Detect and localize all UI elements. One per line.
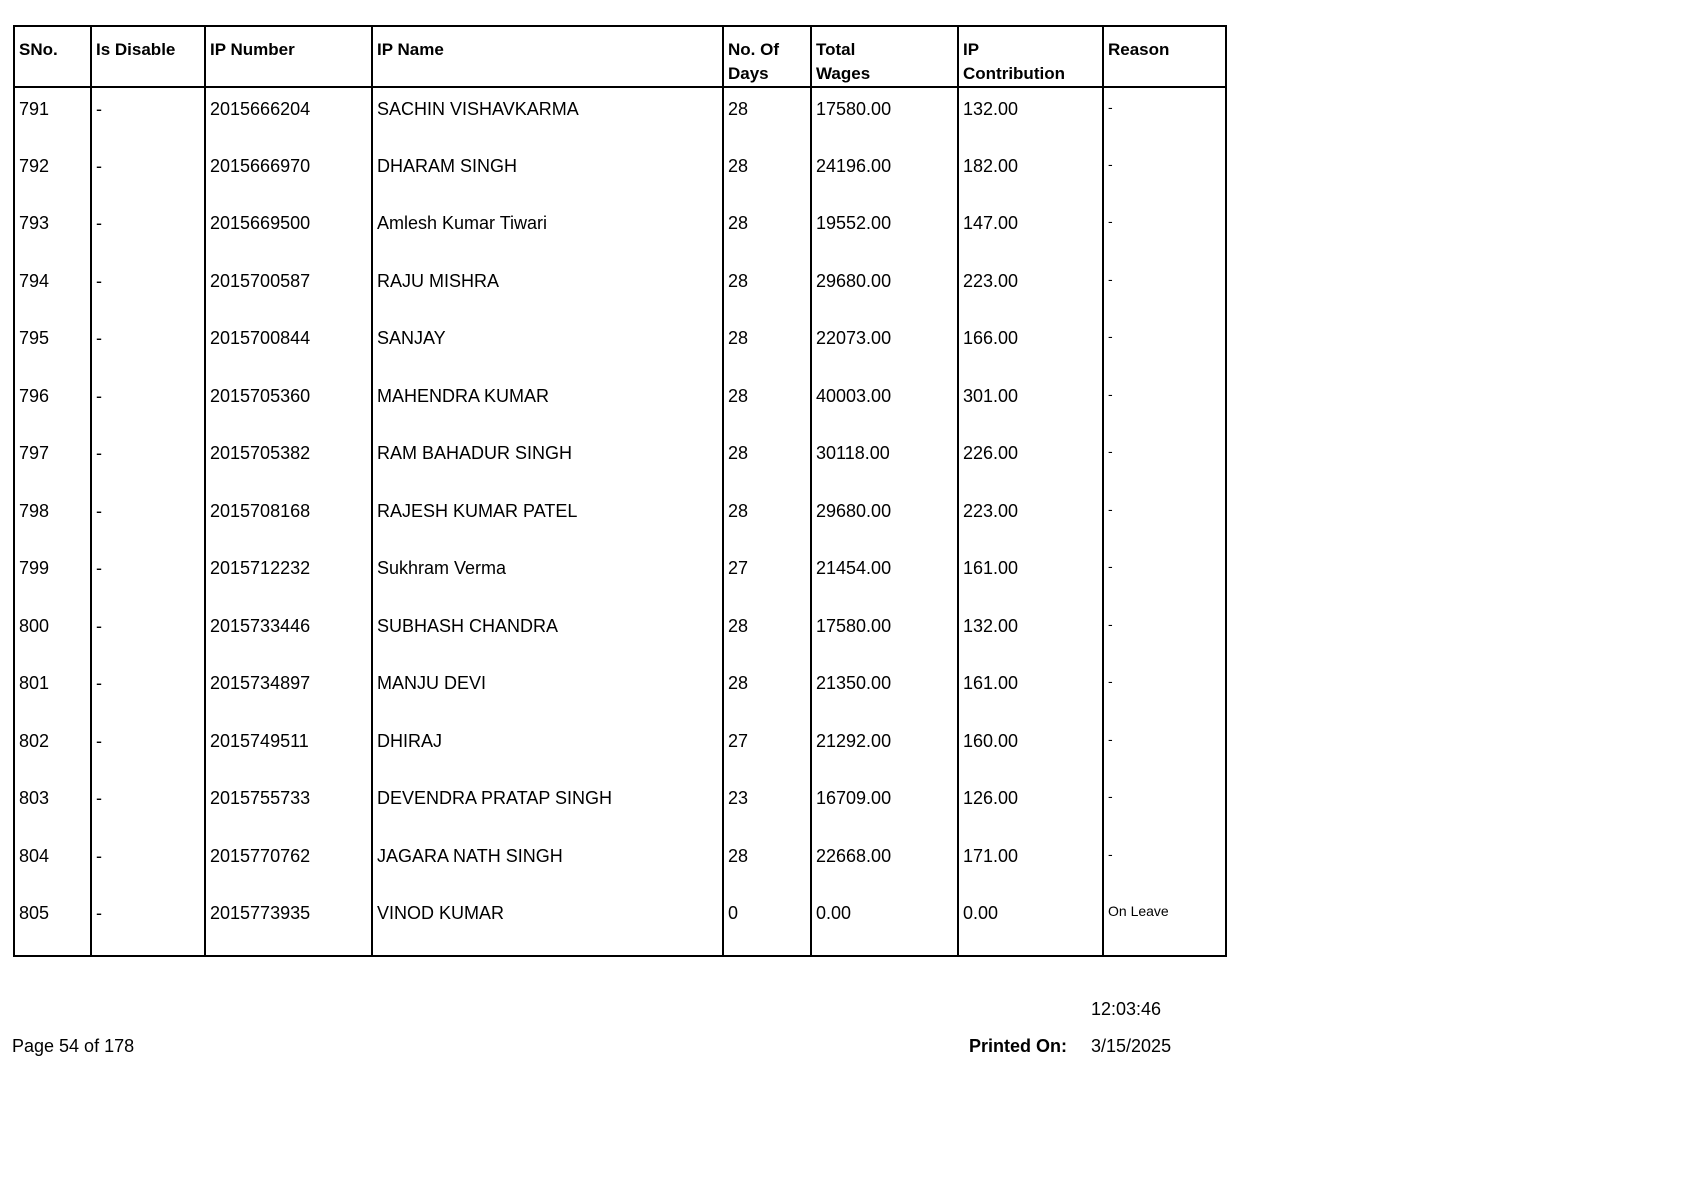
cell-sno: 794: [14, 260, 91, 318]
cell-reason: -: [1103, 490, 1226, 548]
table-row: [14, 87, 1226, 145]
cell-sno: 792: [14, 145, 91, 203]
table-row: [14, 892, 1226, 956]
table-row: [14, 145, 1226, 203]
table-row: [14, 605, 1226, 663]
cell-no-of-days: 28: [723, 432, 811, 490]
cell-reason: -: [1103, 720, 1226, 778]
cell-reason: -: [1103, 432, 1226, 490]
cell-is-disable: -: [91, 835, 205, 893]
cell-is-disable: -: [91, 145, 205, 203]
cell-ip-contribution: 161.00: [958, 662, 1103, 720]
table-row: [14, 662, 1226, 720]
header-wages-line2: Wages: [816, 64, 871, 83]
cell-ip-number: 2015734897: [205, 662, 372, 720]
cell-sno: 802: [14, 720, 91, 778]
cell-total-wages: 22073.00: [811, 317, 958, 375]
cell-no-of-days: 27: [723, 547, 811, 605]
cell-is-disable: -: [91, 662, 205, 720]
cell-ip-name: DEVENDRA PRATAP SINGH: [372, 777, 723, 835]
cell-ip-contribution: 147.00: [958, 202, 1103, 260]
cell-ip-contribution: 132.00: [958, 605, 1103, 663]
cell-ip-number: 2015773935: [205, 892, 372, 956]
cell-ip-number: 2015705382: [205, 432, 372, 490]
cell-ip-name: MANJU DEVI: [372, 662, 723, 720]
header-no-of-days: [723, 26, 811, 87]
cell-no-of-days: 28: [723, 662, 811, 720]
cell-reason: -: [1103, 87, 1226, 145]
cell-reason: -: [1103, 662, 1226, 720]
cell-total-wages: 17580.00: [811, 605, 958, 663]
cell-ip-number: 2015708168: [205, 490, 372, 548]
table-row: [14, 720, 1226, 778]
cell-sno: 795: [14, 317, 91, 375]
cell-ip-name: RAJESH KUMAR PATEL: [372, 490, 723, 548]
cell-sno: 803: [14, 777, 91, 835]
cell-ip-name: MAHENDRA KUMAR: [372, 375, 723, 433]
cell-no-of-days: 28: [723, 835, 811, 893]
header-sno: SNo.: [14, 26, 91, 87]
cell-ip-name: JAGARA NATH SINGH: [372, 835, 723, 893]
cell-reason: -: [1103, 317, 1226, 375]
cell-sno: 793: [14, 202, 91, 260]
printed-date: 3/15/2025: [1091, 1036, 1172, 1056]
cell-sno: 801: [14, 662, 91, 720]
cell-reason: -: [1103, 202, 1226, 260]
cell-total-wages: 0.00: [811, 892, 958, 956]
cell-sno: 799: [14, 547, 91, 605]
cell-is-disable: -: [91, 260, 205, 318]
cell-ip-contribution: 160.00: [958, 720, 1103, 778]
cell-no-of-days: 28: [723, 317, 811, 375]
cell-no-of-days: 28: [723, 145, 811, 203]
cell-ip-number: 2015666970: [205, 145, 372, 203]
cell-ip-contribution: 171.00: [958, 835, 1103, 893]
cell-ip-name: SACHIN VISHAVKARMA: [372, 87, 723, 145]
cell-ip-name: DHARAM SINGH: [372, 145, 723, 203]
cell-reason: On Leave: [1103, 892, 1226, 956]
cell-total-wages: 21454.00: [811, 547, 958, 605]
header-ip-name: IP Name: [372, 26, 723, 87]
cell-ip-contribution: 223.00: [958, 260, 1103, 318]
cell-sno: 797: [14, 432, 91, 490]
cell-ip-number: 2015705360: [205, 375, 372, 433]
cell-reason: -: [1103, 777, 1226, 835]
cell-no-of-days: 27: [723, 720, 811, 778]
cell-ip-contribution: 226.00: [958, 432, 1103, 490]
cell-is-disable: -: [91, 605, 205, 663]
header-days-line1: No. Of: [728, 40, 779, 59]
cell-sno: 805: [14, 892, 91, 956]
cell-reason: -: [1103, 605, 1226, 663]
header-ip-contribution: [958, 26, 1103, 87]
cell-ip-number: 2015712232: [205, 547, 372, 605]
cell-ip-name: SANJAY: [372, 317, 723, 375]
table-row: [14, 835, 1226, 893]
cell-ip-number: 2015700587: [205, 260, 372, 318]
cell-sno: 796: [14, 375, 91, 433]
cell-ip-number: 2015700844: [205, 317, 372, 375]
table-row: [14, 202, 1226, 260]
cell-ip-contribution: 0.00: [958, 892, 1103, 956]
cell-total-wages: 21292.00: [811, 720, 958, 778]
cell-ip-contribution: 182.00: [958, 145, 1103, 203]
cell-ip-name: SUBHASH CHANDRA: [372, 605, 723, 663]
cell-no-of-days: 28: [723, 375, 811, 433]
cell-is-disable: -: [91, 547, 205, 605]
header-wages-line1: Total: [816, 40, 856, 59]
cell-is-disable: -: [91, 720, 205, 778]
printed-on-label: Printed On:: [969, 1036, 1067, 1056]
cell-total-wages: 21350.00: [811, 662, 958, 720]
printed-time: 12:03:46: [1091, 999, 1162, 1019]
cell-no-of-days: 28: [723, 260, 811, 318]
cell-is-disable: -: [91, 777, 205, 835]
table-row: [14, 777, 1226, 835]
cell-ip-number: 2015749511: [205, 720, 372, 778]
header-reason: Reason: [1103, 26, 1226, 87]
table-row: [14, 490, 1226, 548]
table-header-row: [14, 26, 1226, 87]
cell-ip-contribution: 301.00: [958, 375, 1103, 433]
cell-sno: 804: [14, 835, 91, 893]
header-total-wages: [811, 26, 958, 87]
cell-is-disable: -: [91, 375, 205, 433]
cell-reason: -: [1103, 375, 1226, 433]
cell-reason: -: [1103, 260, 1226, 318]
cell-reason: -: [1103, 547, 1226, 605]
header-contrib-line2: Contribution: [963, 64, 1065, 83]
cell-ip-name: Amlesh Kumar Tiwari: [372, 202, 723, 260]
cell-ip-name: Sukhram Verma: [372, 547, 723, 605]
table-row: [14, 375, 1226, 433]
cell-no-of-days: 23: [723, 777, 811, 835]
cell-ip-number: 2015669500: [205, 202, 372, 260]
cell-ip-name: VINOD KUMAR: [372, 892, 723, 956]
cell-is-disable: -: [91, 87, 205, 145]
cell-ip-number: 2015770762: [205, 835, 372, 893]
cell-ip-contribution: 132.00: [958, 87, 1103, 145]
cell-sno: 800: [14, 605, 91, 663]
cell-total-wages: 16709.00: [811, 777, 958, 835]
cell-reason: -: [1103, 835, 1226, 893]
cell-is-disable: -: [91, 317, 205, 375]
cell-ip-contribution: 161.00: [958, 547, 1103, 605]
cell-ip-number: 2015733446: [205, 605, 372, 663]
header-ip-number: IP Number: [205, 26, 372, 87]
cell-total-wages: 24196.00: [811, 145, 958, 203]
cell-ip-name: RAJU MISHRA: [372, 260, 723, 318]
cell-total-wages: 40003.00: [811, 375, 958, 433]
cell-is-disable: -: [91, 892, 205, 956]
cell-is-disable: -: [91, 490, 205, 548]
cell-total-wages: 29680.00: [811, 260, 958, 318]
table-body: [14, 87, 1226, 956]
cell-no-of-days: 28: [723, 605, 811, 663]
cell-sno: 791: [14, 87, 91, 145]
cell-reason: -: [1103, 145, 1226, 203]
cell-no-of-days: 0: [723, 892, 811, 956]
cell-ip-contribution: 126.00: [958, 777, 1103, 835]
cell-no-of-days: 28: [723, 490, 811, 548]
contribution-table: [13, 25, 1227, 957]
table-row: [14, 317, 1226, 375]
header-days-line2: Days: [728, 64, 769, 83]
cell-no-of-days: 28: [723, 87, 811, 145]
table-row: [14, 547, 1226, 605]
cell-ip-number: 2015755733: [205, 777, 372, 835]
cell-is-disable: -: [91, 202, 205, 260]
cell-ip-name: RAM BAHADUR SINGH: [372, 432, 723, 490]
cell-sno: 798: [14, 490, 91, 548]
cell-ip-contribution: 166.00: [958, 317, 1103, 375]
cell-total-wages: 17580.00: [811, 87, 958, 145]
cell-total-wages: 22668.00: [811, 835, 958, 893]
cell-ip-number: 2015666204: [205, 87, 372, 145]
table-row: [14, 260, 1226, 318]
header-contrib-line1: IP: [963, 40, 980, 59]
cell-ip-name: DHIRAJ: [372, 720, 723, 778]
page-number: Page 54 of 178: [12, 1036, 135, 1056]
cell-total-wages: 29680.00: [811, 490, 958, 548]
cell-total-wages: 30118.00: [811, 432, 958, 490]
cell-total-wages: 19552.00: [811, 202, 958, 260]
header-is-disable: Is Disable: [91, 26, 205, 87]
cell-is-disable: -: [91, 432, 205, 490]
table-row: [14, 432, 1226, 490]
cell-ip-contribution: 223.00: [958, 490, 1103, 548]
cell-no-of-days: 28: [723, 202, 811, 260]
